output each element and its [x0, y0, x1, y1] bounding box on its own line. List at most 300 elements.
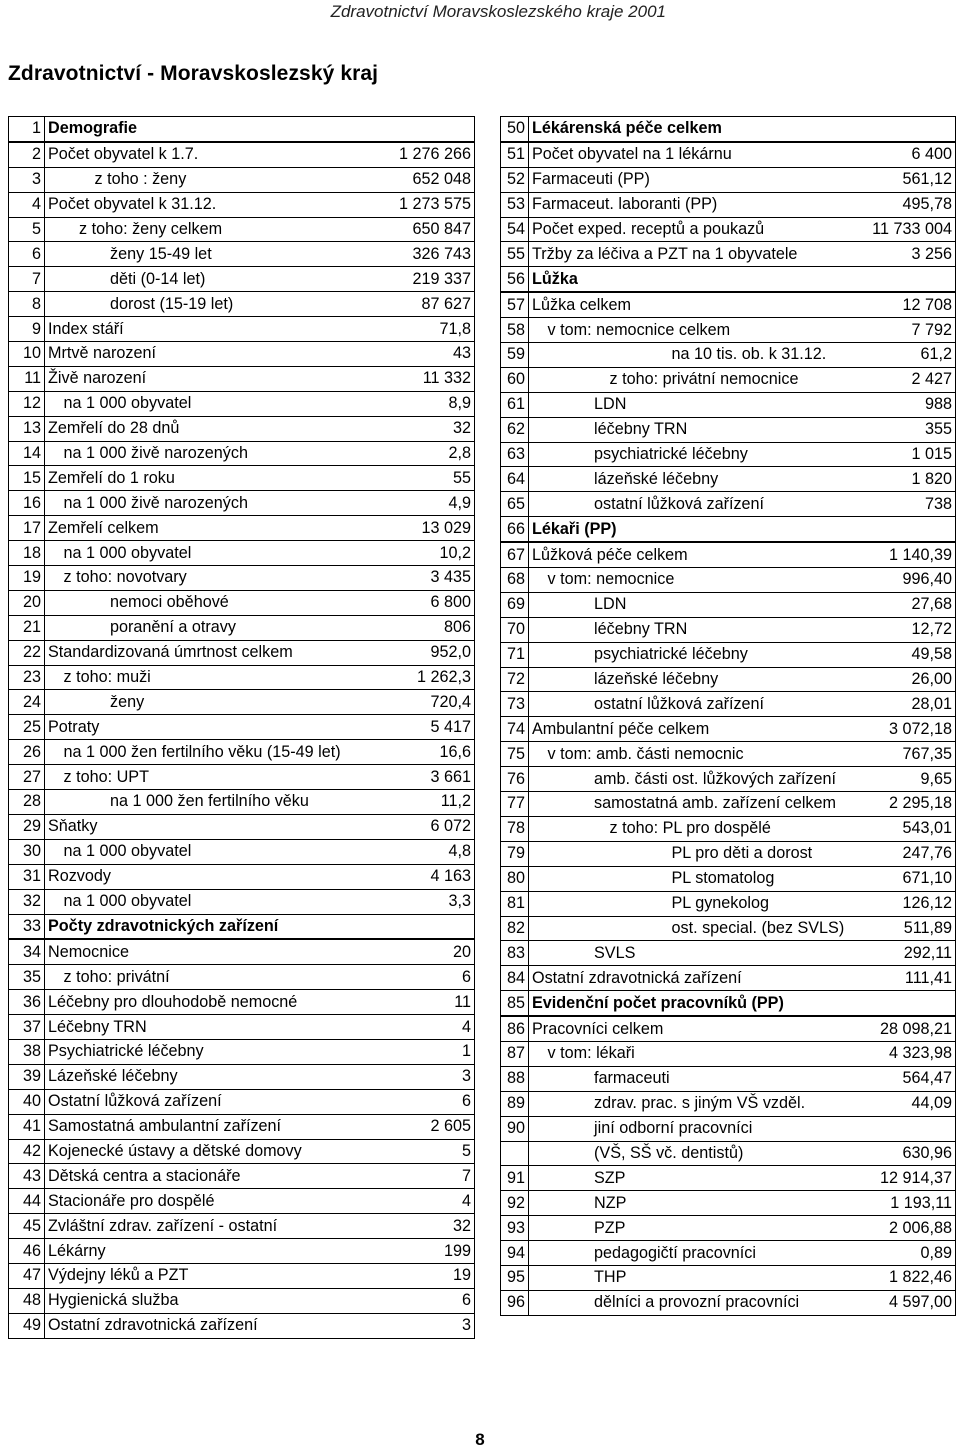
row-number: 96	[501, 1290, 529, 1315]
table-row	[9, 541, 475, 566]
table-row	[501, 742, 956, 767]
row-label: nemoci oběhové	[45, 590, 391, 615]
row-label: Ostatní lůžková zařízení	[45, 1089, 391, 1114]
row-number: 57	[501, 292, 529, 317]
row-label: PL gynekolog	[529, 891, 850, 916]
table-row	[9, 640, 475, 665]
row-value: 952,0	[391, 640, 475, 665]
table-row	[9, 965, 475, 990]
table-row	[9, 615, 475, 640]
page-title: Zdravotnictví - Moravskoslezský kraj	[8, 62, 379, 85]
table-row	[9, 516, 475, 541]
table-row	[501, 1265, 956, 1290]
row-number: 15	[9, 466, 45, 491]
row-label: na 1 000 obyvatel	[45, 839, 391, 864]
row-label: psychiatrické léčebny	[529, 442, 850, 467]
row-value: 652 048	[391, 167, 475, 192]
row-value: 9,65	[850, 767, 956, 792]
row-value: 32	[391, 1214, 475, 1239]
table-row	[9, 939, 475, 964]
row-value: 6 800	[391, 590, 475, 615]
row-value: 1 193,11	[850, 1191, 956, 1216]
row-value: 2 006,88	[850, 1216, 956, 1241]
table-row	[9, 690, 475, 715]
row-value: 6	[391, 1089, 475, 1114]
row-value: 87 627	[391, 292, 475, 317]
row-value: 2 605	[391, 1114, 475, 1139]
row-number: 33	[9, 914, 45, 939]
table-row	[501, 242, 956, 267]
row-value: 5 417	[391, 715, 475, 740]
row-label: NZP	[529, 1191, 850, 1216]
table-row	[501, 642, 956, 667]
row-label: z toho : ženy	[45, 167, 391, 192]
row-number: 29	[9, 814, 45, 839]
row-label: z toho: privátní	[45, 965, 391, 990]
row-label: amb. části ost. lůžkových zařízení	[529, 767, 850, 792]
row-number: 92	[501, 1191, 529, 1216]
row-value	[850, 991, 956, 1016]
row-number: 48	[9, 1288, 45, 1313]
table-row	[501, 142, 956, 167]
row-number: 2	[9, 142, 45, 167]
row-label: Léčebny pro dlouhodobě nemocné	[45, 990, 391, 1015]
row-number: 28	[9, 790, 45, 815]
row-label: léčebny TRN	[529, 617, 850, 642]
row-number: 32	[9, 889, 45, 914]
table-row	[9, 566, 475, 591]
row-label: Ostatní zdravotnická zařízení	[529, 966, 850, 991]
table-row	[9, 342, 475, 367]
table-row	[501, 991, 956, 1016]
row-value: 6	[391, 965, 475, 990]
row-value: 767,35	[850, 742, 956, 767]
row-label: Kojenecké ústavy a dětské domovy	[45, 1139, 391, 1164]
table-row	[501, 841, 956, 866]
row-label: ženy	[45, 690, 391, 715]
row-value: 1 262,3	[391, 665, 475, 690]
row-label: Samostatná ambulantní zařízení	[45, 1114, 391, 1139]
row-number: 20	[9, 590, 45, 615]
row-number: 43	[9, 1164, 45, 1189]
row-label: Pracovníci celkem	[529, 1016, 850, 1041]
row-label: ostatní lůžková zařízení	[529, 692, 850, 717]
row-number: 30	[9, 839, 45, 864]
row-label: Index stáří	[45, 317, 391, 342]
table-row	[501, 467, 956, 492]
row-value: 12 914,37	[850, 1166, 956, 1191]
row-value: 7	[391, 1164, 475, 1189]
row-label: Lékaři (PP)	[529, 517, 850, 542]
row-label: Lůžka celkem	[529, 292, 850, 317]
row-value: 126,12	[850, 891, 956, 916]
row-label: Zemřelí do 28 dnů	[45, 416, 391, 441]
table-row	[9, 590, 475, 615]
row-number: 56	[501, 267, 529, 292]
row-label: Léčebny TRN	[45, 1015, 391, 1040]
table-row	[501, 343, 956, 368]
row-number: 22	[9, 640, 45, 665]
row-number: 5	[9, 217, 45, 242]
row-label: Demografie	[45, 117, 391, 142]
row-number: 78	[501, 816, 529, 841]
row-value: 3 435	[391, 566, 475, 591]
row-number: 14	[9, 441, 45, 466]
row-label: (VŠ, SŠ vč. dentistů)	[529, 1141, 850, 1166]
table-row	[501, 517, 956, 542]
row-value: 6 400	[850, 142, 956, 167]
row-number: 35	[9, 965, 45, 990]
row-value: 1	[391, 1039, 475, 1064]
table-row	[9, 1263, 475, 1288]
row-number: 81	[501, 891, 529, 916]
row-number: 55	[501, 242, 529, 267]
table-row	[501, 617, 956, 642]
row-label: Počet obyvatel na 1 lékárnu	[529, 142, 850, 167]
row-value: 11 332	[391, 366, 475, 391]
row-label: Výdejny léků a PZT	[45, 1263, 391, 1288]
table-row	[501, 891, 956, 916]
table-row	[9, 665, 475, 690]
table-row	[9, 1039, 475, 1064]
row-number: 16	[9, 491, 45, 516]
row-number: 4	[9, 192, 45, 217]
row-label: Zemřelí celkem	[45, 516, 391, 541]
row-value: 19	[391, 1263, 475, 1288]
row-value: 511,89	[850, 916, 956, 941]
table-row	[9, 990, 475, 1015]
row-label: na 10 tis. ob. k 31.12.	[529, 343, 850, 368]
table-row	[501, 292, 956, 317]
row-number: 42	[9, 1139, 45, 1164]
row-value: 11 733 004	[850, 217, 956, 242]
row-value: 4 163	[391, 864, 475, 889]
row-label: samostatná amb. zařízení celkem	[529, 792, 850, 817]
row-number: 47	[9, 1263, 45, 1288]
row-number: 58	[501, 318, 529, 343]
row-value: 219 337	[391, 267, 475, 292]
row-value: 27,68	[850, 592, 956, 617]
row-number: 7	[9, 267, 45, 292]
table-row	[9, 192, 475, 217]
row-label: Psychiatrické léčebny	[45, 1039, 391, 1064]
row-number: 53	[501, 192, 529, 217]
table-row	[9, 715, 475, 740]
table-row	[9, 317, 475, 342]
row-number: 73	[501, 692, 529, 717]
page-number: 8	[475, 1430, 485, 1449]
row-value: 4 597,00	[850, 1290, 956, 1315]
row-number: 39	[9, 1064, 45, 1089]
row-label: ost. special. (bez SVLS)	[529, 916, 850, 941]
row-value: 292,11	[850, 941, 956, 966]
table-row	[501, 367, 956, 392]
row-label: PZP	[529, 1216, 850, 1241]
row-label: dělníci a provozní pracovníci	[529, 1290, 850, 1315]
row-value: 13 029	[391, 516, 475, 541]
row-label: Počet exped. receptů a poukazů	[529, 217, 850, 242]
row-value: 12,72	[850, 617, 956, 642]
row-number: 84	[501, 966, 529, 991]
table-row	[9, 1139, 475, 1164]
table-row	[501, 592, 956, 617]
table-row	[501, 916, 956, 941]
row-label: z toho: novotvary	[45, 566, 391, 591]
row-value: 2,8	[391, 441, 475, 466]
table-row	[501, 692, 956, 717]
row-value: 71,8	[391, 317, 475, 342]
row-label: z toho: ženy celkem	[45, 217, 391, 242]
row-value: 326 743	[391, 242, 475, 267]
row-value: 1 273 575	[391, 192, 475, 217]
row-number: 93	[501, 1216, 529, 1241]
row-value	[850, 267, 956, 292]
row-value: 8,9	[391, 391, 475, 416]
row-number: 68	[501, 568, 529, 593]
row-number: 27	[9, 765, 45, 790]
row-number: 34	[9, 939, 45, 964]
row-number: 88	[501, 1066, 529, 1091]
table-row	[9, 790, 475, 815]
row-label: léčebny TRN	[529, 417, 850, 442]
table-row	[9, 142, 475, 167]
row-label: Lůžka	[529, 267, 850, 292]
row-value: 996,40	[850, 568, 956, 593]
row-label: Evidenční počet pracovníků (PP)	[529, 991, 850, 1016]
row-value: 11	[391, 990, 475, 1015]
table-row	[9, 366, 475, 391]
row-label: na 1 000 obyvatel	[45, 541, 391, 566]
row-number: 79	[501, 841, 529, 866]
row-value: 3 256	[850, 242, 956, 267]
row-value: 7 792	[850, 318, 956, 343]
row-number: 72	[501, 667, 529, 692]
table-row	[9, 839, 475, 864]
row-number: 52	[501, 167, 529, 192]
row-value: 564,47	[850, 1066, 956, 1091]
table-row	[501, 667, 956, 692]
row-number: 74	[501, 717, 529, 742]
table-row	[9, 1214, 475, 1239]
row-value: 0,89	[850, 1241, 956, 1266]
row-number: 9	[9, 317, 45, 342]
row-value: 1 822,46	[850, 1265, 956, 1290]
row-value: 4,8	[391, 839, 475, 864]
table-row	[9, 1089, 475, 1114]
row-label: Mrtvě narození	[45, 342, 391, 367]
row-label: na 1 000 žen fertilního věku (15-49 let)	[45, 740, 391, 765]
row-number: 23	[9, 665, 45, 690]
row-number: 95	[501, 1265, 529, 1290]
row-value	[850, 1116, 956, 1141]
row-label: dorost (15-19 let)	[45, 292, 391, 317]
row-number: 82	[501, 916, 529, 941]
row-number: 26	[9, 740, 45, 765]
table-row	[501, 267, 956, 292]
row-label: Stacionáře pro dospělé	[45, 1189, 391, 1214]
row-number: 1	[9, 117, 45, 142]
row-value: 5	[391, 1139, 475, 1164]
table-row	[9, 416, 475, 441]
table-row	[501, 941, 956, 966]
table-row	[9, 1164, 475, 1189]
row-number: 40	[9, 1089, 45, 1114]
row-number	[501, 1141, 529, 1166]
row-value: 12 708	[850, 292, 956, 317]
table-row	[501, 1066, 956, 1091]
row-number: 69	[501, 592, 529, 617]
row-label: Počet obyvatel k 1.7.	[45, 142, 391, 167]
row-value: 11,2	[391, 790, 475, 815]
row-label: Rozvody	[45, 864, 391, 889]
table-row	[9, 914, 475, 939]
row-number: 18	[9, 541, 45, 566]
table-row	[501, 392, 956, 417]
row-label: Farmaceut. laboranti (PP)	[529, 192, 850, 217]
row-label: Standardizovaná úmrtnost celkem	[45, 640, 391, 665]
row-label: LDN	[529, 592, 850, 617]
row-label: na 1 000 obyvatel	[45, 391, 391, 416]
table-row	[501, 492, 956, 517]
table-row	[9, 167, 475, 192]
row-label: Dětská centra a stacionáře	[45, 1164, 391, 1189]
row-number: 59	[501, 343, 529, 368]
row-label: na 1 000 obyvatel	[45, 889, 391, 914]
row-number: 70	[501, 617, 529, 642]
table-row	[9, 391, 475, 416]
table-row	[501, 1116, 956, 1141]
table-row	[9, 217, 475, 242]
row-number: 13	[9, 416, 45, 441]
row-value: 16,6	[391, 740, 475, 765]
row-number: 61	[501, 392, 529, 417]
row-label: THP	[529, 1265, 850, 1290]
table-row	[9, 1288, 475, 1313]
row-label: z toho: muži	[45, 665, 391, 690]
table-row	[501, 1216, 956, 1241]
row-value: 720,4	[391, 690, 475, 715]
table-row	[9, 242, 475, 267]
table-row	[9, 1313, 475, 1338]
row-label: na 1 000 žen fertilního věku	[45, 790, 391, 815]
row-value: 1 015	[850, 442, 956, 467]
row-label: Lékárenská péče celkem	[529, 117, 850, 142]
row-value: 1 140,39	[850, 542, 956, 567]
row-number: 83	[501, 941, 529, 966]
table-row	[501, 1241, 956, 1266]
row-number: 31	[9, 864, 45, 889]
row-value: 4 323,98	[850, 1041, 956, 1066]
row-value: 3 661	[391, 765, 475, 790]
row-value	[391, 914, 475, 939]
row-label: poranění a otravy	[45, 615, 391, 640]
row-number: 65	[501, 492, 529, 517]
row-label: Tržby za léčiva a PZT na 1 obyvatele	[529, 242, 850, 267]
row-value: 55	[391, 466, 475, 491]
table-row	[501, 417, 956, 442]
row-label: Lázeňské léčebny	[45, 1064, 391, 1089]
row-value: 671,10	[850, 866, 956, 891]
row-value: 26,00	[850, 667, 956, 692]
right-statistics-table	[500, 116, 956, 1316]
table-row	[9, 889, 475, 914]
row-value: 10,2	[391, 541, 475, 566]
table-row	[9, 1015, 475, 1040]
row-value: 4	[391, 1015, 475, 1040]
table-row	[9, 491, 475, 516]
row-number: 90	[501, 1116, 529, 1141]
row-number: 91	[501, 1166, 529, 1191]
row-label: ostatní lůžková zařízení	[529, 492, 850, 517]
table-row	[9, 1114, 475, 1139]
row-label: v tom: amb. části nemocnic	[529, 742, 850, 767]
table-row	[9, 466, 475, 491]
row-value: 738	[850, 492, 956, 517]
row-number: 66	[501, 517, 529, 542]
row-number: 17	[9, 516, 45, 541]
row-label: ženy 15-49 let	[45, 242, 391, 267]
row-value: 247,76	[850, 841, 956, 866]
row-number: 11	[9, 366, 45, 391]
row-label: lázeňské léčebny	[529, 667, 850, 692]
row-label: v tom: nemocnice	[529, 568, 850, 593]
table-row	[501, 767, 956, 792]
row-label: na 1 000 živě narozených	[45, 441, 391, 466]
row-label: Zemřelí do 1 roku	[45, 466, 391, 491]
table-row	[501, 1191, 956, 1216]
row-number: 86	[501, 1016, 529, 1041]
row-value: 3 072,18	[850, 717, 956, 742]
table-row	[501, 542, 956, 567]
row-value: 20	[391, 939, 475, 964]
row-number: 36	[9, 990, 45, 1015]
row-value: 3	[391, 1064, 475, 1089]
row-number: 63	[501, 442, 529, 467]
row-label: na 1 000 živě narozených	[45, 491, 391, 516]
row-label: děti (0-14 let)	[45, 267, 391, 292]
row-label: Lékárny	[45, 1239, 391, 1264]
row-label: Lůžková péče celkem	[529, 542, 850, 567]
row-number: 94	[501, 1241, 529, 1266]
row-value: 2 295,18	[850, 792, 956, 817]
table-row	[501, 192, 956, 217]
table-row	[501, 217, 956, 242]
row-value: 111,41	[850, 966, 956, 991]
row-label: z toho: PL pro dospělé	[529, 816, 850, 841]
row-value: 6	[391, 1288, 475, 1313]
row-value: 28,01	[850, 692, 956, 717]
table-row	[501, 117, 956, 142]
table-row	[9, 864, 475, 889]
table-row	[501, 717, 956, 742]
table-row	[9, 1064, 475, 1089]
row-number: 64	[501, 467, 529, 492]
row-value	[391, 117, 475, 142]
row-number: 54	[501, 217, 529, 242]
table-row	[501, 442, 956, 467]
row-number: 77	[501, 792, 529, 817]
row-label: PL stomatolog	[529, 866, 850, 891]
row-number: 49	[9, 1313, 45, 1338]
row-label: Počet obyvatel k 31.12.	[45, 192, 391, 217]
row-label: Živě narození	[45, 366, 391, 391]
row-label: Počty zdravotnických zařízení	[45, 914, 391, 939]
row-label: lázeňské léčebny	[529, 467, 850, 492]
table-row	[9, 441, 475, 466]
row-number: 24	[9, 690, 45, 715]
table-row	[501, 792, 956, 817]
left-statistics-table	[8, 116, 475, 1339]
